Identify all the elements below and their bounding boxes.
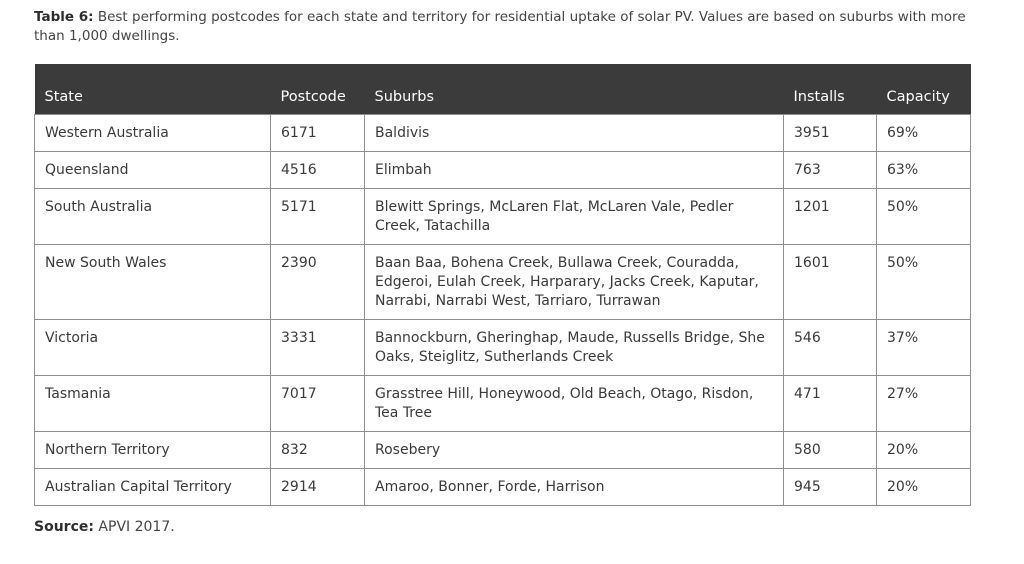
cell-state: South Australia [35, 189, 271, 245]
table-row [35, 245, 971, 320]
caption-label: Table 6: [34, 9, 94, 25]
table-row [35, 376, 971, 432]
source-note [34, 519, 175, 535]
table-row [35, 115, 971, 152]
cell-capacity: 69% [877, 115, 971, 152]
cell-postcode: 2390 [271, 245, 365, 320]
cell-postcode: 4516 [271, 152, 365, 189]
cell-suburbs: Blewitt Springs, McLaren Flat, McLaren Vale, Pedler Creek, Tatachilla [365, 189, 784, 245]
table-caption [34, 8, 984, 46]
cell-installs: 763 [784, 152, 877, 189]
cell-suburbs: Amaroo, Bonner, Forde, Harrison [365, 469, 784, 506]
cell-capacity: 20% [877, 432, 971, 469]
header-suburbs: Suburbs [365, 64, 784, 115]
table-row [35, 469, 971, 506]
cell-state: Tasmania [35, 376, 271, 432]
cell-installs: 945 [784, 469, 877, 506]
cell-installs: 471 [784, 376, 877, 432]
header-state: State [35, 64, 271, 115]
cell-postcode: 7017 [271, 376, 365, 432]
cell-state: Australian Capital Territory [35, 469, 271, 506]
cell-capacity: 50% [877, 189, 971, 245]
caption-text: Best performing postcodes for each state and territory for residential uptake of solar PV. Values are based on suburbs with more than 1,000 dwellings. [34, 9, 966, 44]
header-postcode: Postcode [271, 64, 365, 115]
cell-capacity: 37% [877, 320, 971, 376]
cell-suburbs: Baldivis [365, 115, 784, 152]
header-installs: Installs [784, 64, 877, 115]
cell-capacity: 50% [877, 245, 971, 320]
source-label: Source: [34, 519, 94, 535]
solar-uptake-table [34, 64, 971, 506]
source-text: APVI 2017. [98, 519, 175, 535]
cell-capacity: 20% [877, 469, 971, 506]
table-row [35, 152, 971, 189]
cell-capacity: 27% [877, 376, 971, 432]
table-header-row [35, 64, 971, 115]
cell-capacity: 63% [877, 152, 971, 189]
cell-installs: 1201 [784, 189, 877, 245]
table-row [35, 189, 971, 245]
cell-postcode: 5171 [271, 189, 365, 245]
cell-state: New South Wales [35, 245, 271, 320]
cell-suburbs: Rosebery [365, 432, 784, 469]
cell-postcode: 3331 [271, 320, 365, 376]
cell-suburbs: Baan Baa, Bohena Creek, Bullawa Creek, Couradda, Edgeroi, Eulah Creek, Harparary, Jacks Creek, Kaputar, Narrabi, Narrabi West, Tarriaro, Turrawan [365, 245, 784, 320]
cell-state: Victoria [35, 320, 271, 376]
header-capacity: Capacity [877, 64, 971, 115]
cell-state: Queensland [35, 152, 271, 189]
cell-state: Western Australia [35, 115, 271, 152]
cell-suburbs: Elimbah [365, 152, 784, 189]
table-row [35, 320, 971, 376]
cell-installs: 580 [784, 432, 877, 469]
cell-state: Northern Territory [35, 432, 271, 469]
cell-suburbs: Bannockburn, Gheringhap, Maude, Russells Bridge, She Oaks, Steiglitz, Sutherlands Creek [365, 320, 784, 376]
cell-installs: 546 [784, 320, 877, 376]
cell-suburbs: Grasstree Hill, Honeywood, Old Beach, Otago, Risdon, Tea Tree [365, 376, 784, 432]
table-row [35, 432, 971, 469]
cell-postcode: 2914 [271, 469, 365, 506]
cell-installs: 1601 [784, 245, 877, 320]
cell-postcode: 6171 [271, 115, 365, 152]
cell-installs: 3951 [784, 115, 877, 152]
cell-postcode: 832 [271, 432, 365, 469]
